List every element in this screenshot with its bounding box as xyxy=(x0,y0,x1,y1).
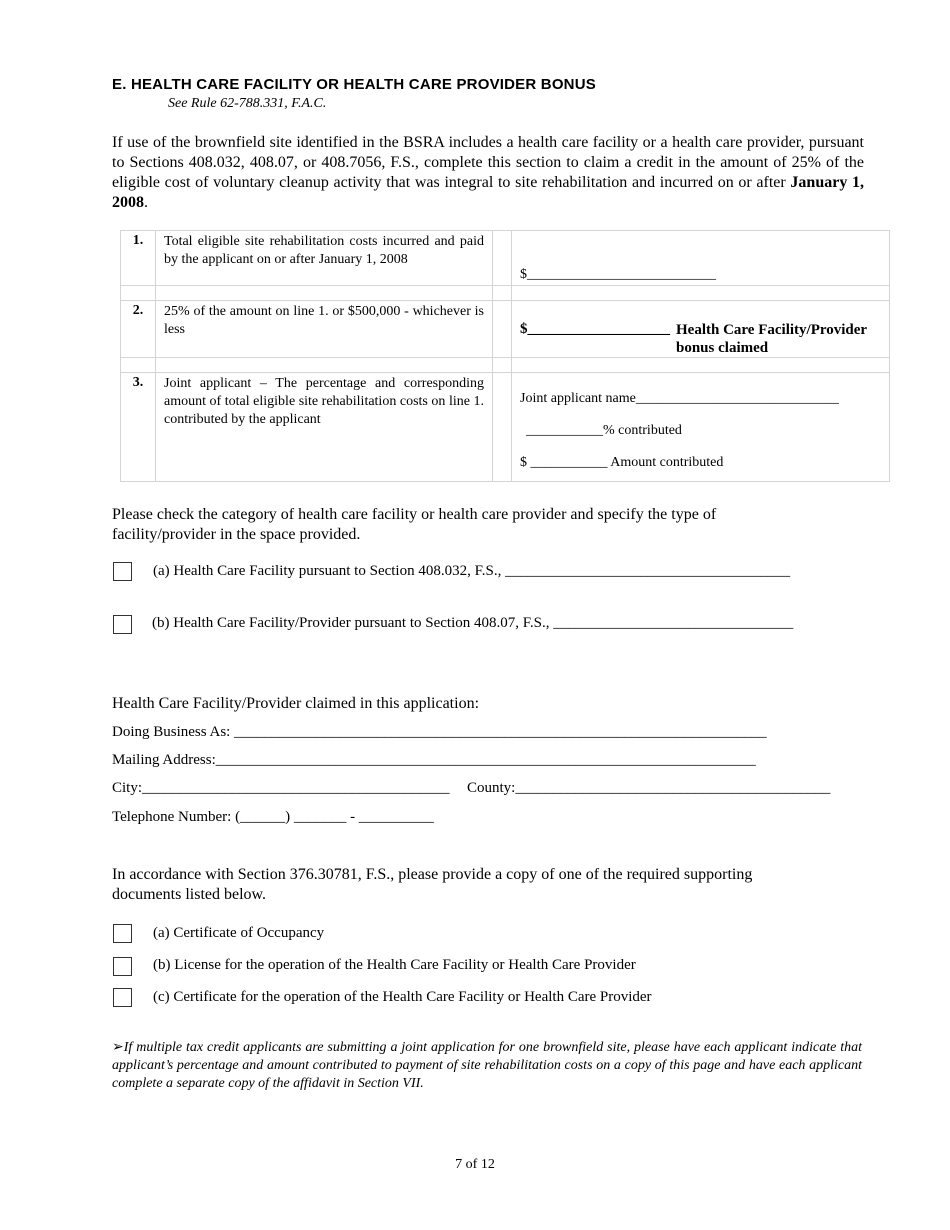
category-instructions: Please check the category of health care facility or health care provider and specify the type of facility/provider in the space provided. xyxy=(112,506,717,543)
percent-contributed-field[interactable]: ___________% contributed xyxy=(526,423,682,438)
option-b-checkbox[interactable] xyxy=(113,615,132,634)
table-row xyxy=(121,373,890,482)
intro-text: If use of the brownfield site identified in the BSRA includes a health care facility or a health care provider, pursuant to Sections 408.032, 408.07, or 408.7056, F.S., complete this section to claim a credit in the amount of 25% of the eligible cost of voluntary cleanup activity that was integral to site rehabilitation and incurred on or after xyxy=(112,134,864,191)
note-text: If multiple tax credit applicants are submitting a joint application for one brownfield site, please have each applicant indicate that applicant’s percentage and amount contributed to payment of site rehabilitation costs on a copy of this page and have each applicant complete a separate copy of the affidavit in Section VII. xyxy=(112,1040,862,1091)
bonus-label-line-1: Health Care Facility/Provider xyxy=(676,322,868,338)
supporting-instructions: In accordance with Section 376.30781, F.S., please provide a copy of one of the required supporting documents listed below. xyxy=(112,866,753,903)
option-b-label[interactable]: (b) Health Care Facility/Provider pursuant to Section 408.07, F.S., ________________________________ xyxy=(152,615,794,631)
doc-a-checkbox[interactable] xyxy=(113,924,132,943)
line-2-value xyxy=(512,301,890,358)
table-row xyxy=(121,301,890,358)
doc-b-checkbox[interactable] xyxy=(113,957,132,976)
city-field[interactable]: City:_________________________________________ xyxy=(112,780,450,796)
line-number: 1. xyxy=(121,231,156,286)
line-description: Joint applicant – The percentage and corresponding amount of total eligible site rehabilitation costs on line 1. contributed by the applicant xyxy=(156,373,493,482)
rule-reference: See Rule 62-788.331, F.A.C. xyxy=(168,96,327,111)
county-field[interactable]: County:__________________________________________ xyxy=(467,780,831,796)
bonus-label-line-2: bonus claimed xyxy=(676,340,769,356)
line-1-amount-field[interactable]: $___________________________ xyxy=(520,267,716,282)
line-description: 25% of the amount on line 1. or $500,000 - whichever is less xyxy=(156,301,493,358)
mailing-address-field[interactable]: Mailing Address:________________________________________________________________________ xyxy=(112,752,756,768)
doc-c-label[interactable]: (c) Certificate for the operation of the Health Care Facility or Health Care Provider xyxy=(153,989,652,1005)
joint-application-note xyxy=(112,1039,862,1093)
doc-b-label[interactable]: (b) License for the operation of the Health Care Facility or Health Care Provider xyxy=(153,957,636,973)
intro-paragraph xyxy=(112,133,864,213)
amount-contributed-field[interactable]: $ ___________ Amount contributed xyxy=(520,455,724,470)
joint-applicant-name-field[interactable]: Joint applicant name_____________________________ xyxy=(520,391,839,406)
line-3-value xyxy=(512,373,890,482)
line-1-value xyxy=(512,231,890,286)
arrow-icon: ➢ xyxy=(112,1040,124,1055)
line-number: 3. xyxy=(121,373,156,482)
option-a-checkbox[interactable] xyxy=(113,562,132,581)
line-number: 2. xyxy=(121,301,156,358)
page-number: 7 of 12 xyxy=(455,1157,495,1172)
dba-field[interactable]: Doing Business As: _______________________________________________________________________ xyxy=(112,724,767,740)
claimed-title: Health Care Facility/Provider claimed in this application: xyxy=(112,695,480,712)
intro-end: . xyxy=(144,194,148,211)
telephone-field[interactable]: Telephone Number: (______) _______ - __________ xyxy=(112,809,434,825)
doc-a-label[interactable]: (a) Certificate of Occupancy xyxy=(153,925,325,941)
line-2-amount-field[interactable]: $___________________ xyxy=(520,321,670,337)
line-description: Total eligible site rehabilitation costs incurred and paid by the applicant on or after January 1, 2008 xyxy=(156,231,493,286)
option-a-label[interactable]: (a) Health Care Facility pursuant to Section 408.032, F.S., ______________________________________ xyxy=(153,563,791,579)
credit-table xyxy=(120,230,890,482)
bonus-label xyxy=(676,321,867,357)
doc-c-checkbox[interactable] xyxy=(113,988,132,1007)
table-row xyxy=(121,231,890,286)
intro-date: January 1, 2008 xyxy=(112,174,864,211)
section-heading: E. HEALTH CARE FACILITY OR HEALTH CARE PROVIDER BONUS xyxy=(112,76,596,93)
